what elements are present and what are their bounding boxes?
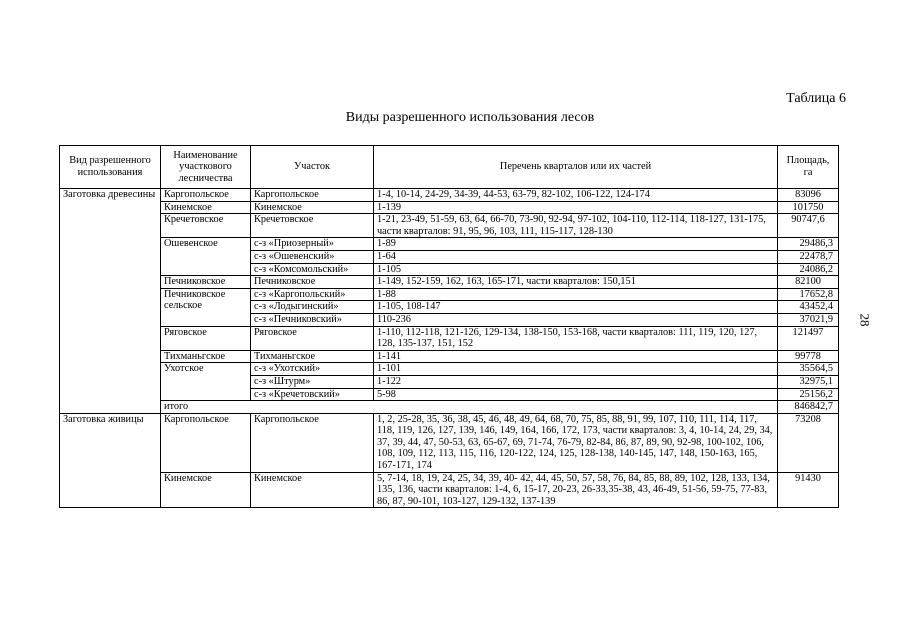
quarters-cell: 1-21, 23-49, 51-59, 63, 64, 66-70, 73-90, 92-94, 97-102, 104-110, 112-114, 118-127, 131-175, части кварталов: 91, 95, 96, 103, 111, 115-117, 128-130 [374,214,778,238]
forestry-cell: Ошевенское [161,238,251,276]
header-forestry: Наименование участкового лесничества [161,146,251,189]
area-cell: 101750 [778,201,839,214]
quarters-cell: 1-89 [374,238,778,251]
quarters-cell: 1, 2, 25-28, 35, 36, 38, 45, 46, 48, 49, 64, 68, 70, 75, 85, 88, 91, 99, 107, 110, 111, 114, 117, 118, 119, 126, 127, 139, 146, 149, 164, 166, 172, 173, части кварталов: 3, 4, 10-14, 24, 29, 34, 37, 39, 44, 47, 50-53, 63, 65-67, 69, 71-74, 76-79, 82-84, 86, 87, 89, 90, 92-98, 100-102, 106, 108, 109, 112, 113, 115, 116, 120-122, 124, 125, 128-138, 140-145, 147, 148, 150-163, 165, 167-171, 174 [374,413,778,472]
site-cell: с-з «Каргопольский» [251,288,374,301]
site-cell: Кречетовское [251,214,374,238]
area-cell: 35564,5 [778,363,839,376]
quarters-cell: 1-105, 108-147 [374,301,778,314]
site-cell: Каргопольское [251,413,374,472]
table-row [60,288,839,301]
page-number: 28 [857,313,873,327]
quarters-cell: 5, 7-14, 18, 19, 24, 25, 34, 39, 40- 42, 44, 45, 50, 57, 58, 76, 84, 85, 88, 89, 102, 128, 133, 134, 135, 136, части кварталов: 1-4, 6, 15-17, 20-23, 26-33,35-38, 43, 46-49, 51-56, 59-75, 77-83, 86, 87, 90-101, 103-127, 129-132, 137-139 [374,472,778,508]
area-cell: 90747,6 [778,214,839,238]
total-label: итого [161,401,778,414]
header-area: Площадь, га [778,146,839,189]
forestry-cell: Ряговское [161,326,251,350]
area-cell: 24086,2 [778,263,839,276]
quarters-cell: 1-4, 10-14, 24-29, 34-39, 44-53, 63-79, 82-102, 106-122, 124-174 [374,189,778,202]
area-cell: 82100 [778,276,839,289]
site-cell: Кинемское [251,472,374,508]
total-area: 846842,7 [778,401,839,414]
table-row [60,238,839,251]
header-quarters: Перечень кварталов или их частей [374,146,778,189]
use-timber: Заготовка древесины [60,189,161,414]
use-resin: Заготовка живицы [60,413,161,508]
table-row [60,413,839,472]
table-row [60,276,839,289]
quarters-cell: 110-236 [374,313,778,326]
forestry-cell: Печниковское сельское [161,288,251,326]
quarters-cell: 1-139 [374,201,778,214]
quarters-cell: 5-98 [374,388,778,401]
forestry-cell: Тихманьгское [161,350,251,363]
quarters-cell: 1-101 [374,363,778,376]
forest-use-table [59,145,839,508]
forestry-cell: Каргопольское [161,189,251,202]
forestry-cell: Печниковское [161,276,251,289]
site-cell: Кинемское [251,201,374,214]
header-use: Вид разрешенного использования [60,146,161,189]
area-cell: 17652,8 [778,288,839,301]
table-row [60,201,839,214]
header-site: Участок [251,146,374,189]
site-cell: Печниковское [251,276,374,289]
area-cell: 91430 [778,472,839,508]
table-row [60,472,839,508]
area-cell: 43452,4 [778,301,839,314]
quarters-cell: 1-88 [374,288,778,301]
area-cell: 25156,2 [778,388,839,401]
site-cell: с-з «Штурм» [251,375,374,388]
site-cell: Тихманьгское [251,350,374,363]
table-row [60,189,839,202]
site-cell: с-з «Лодыгинский» [251,301,374,314]
table-title: Виды разрешенного использования лесов [345,110,595,125]
header-row [60,146,839,189]
quarters-cell: 1-122 [374,375,778,388]
area-cell: 32975,1 [778,375,839,388]
site-cell: Ряговское [251,326,374,350]
forestry-cell: Кинемское [161,201,251,214]
site-cell: с-з «Комсомольский» [251,263,374,276]
forestry-cell: Каргопольское [161,413,251,472]
site-cell: с-з «Кречетовский» [251,388,374,401]
table-row [60,326,839,350]
site-cell: с-з «Печниковский» [251,313,374,326]
table-row [60,363,839,376]
table-row [60,350,839,363]
area-cell: 121497 [778,326,839,350]
forestry-cell: Кречетовское [161,214,251,238]
table-number: Таблица 6 [786,91,846,106]
table-row [60,214,839,238]
site-cell: с-з «Приозерный» [251,238,374,251]
area-cell: 83096 [778,189,839,202]
quarters-cell: 1-110, 112-118, 121-126, 129-134, 138-150, 153-168, части кварталов: 111, 119, 120, 127, 128, 135-137, 151, 152 [374,326,778,350]
area-cell: 29486,3 [778,238,839,251]
total-row [60,401,839,414]
quarters-cell: 1-149, 152-159, 162, 163, 165-171, части кварталов: 150,151 [374,276,778,289]
area-cell: 37021,9 [778,313,839,326]
area-cell: 99778 [778,350,839,363]
forestry-cell: Ухотское [161,363,251,401]
forestry-cell: Кинемское [161,472,251,508]
area-cell: 73208 [778,413,839,472]
site-cell: Каргопольское [251,189,374,202]
site-cell: с-з «Ухотский» [251,363,374,376]
site-cell: с-з «Ошевенский» [251,250,374,263]
quarters-cell: 1-64 [374,250,778,263]
quarters-cell: 1-105 [374,263,778,276]
quarters-cell: 1-141 [374,350,778,363]
area-cell: 22478,7 [778,250,839,263]
